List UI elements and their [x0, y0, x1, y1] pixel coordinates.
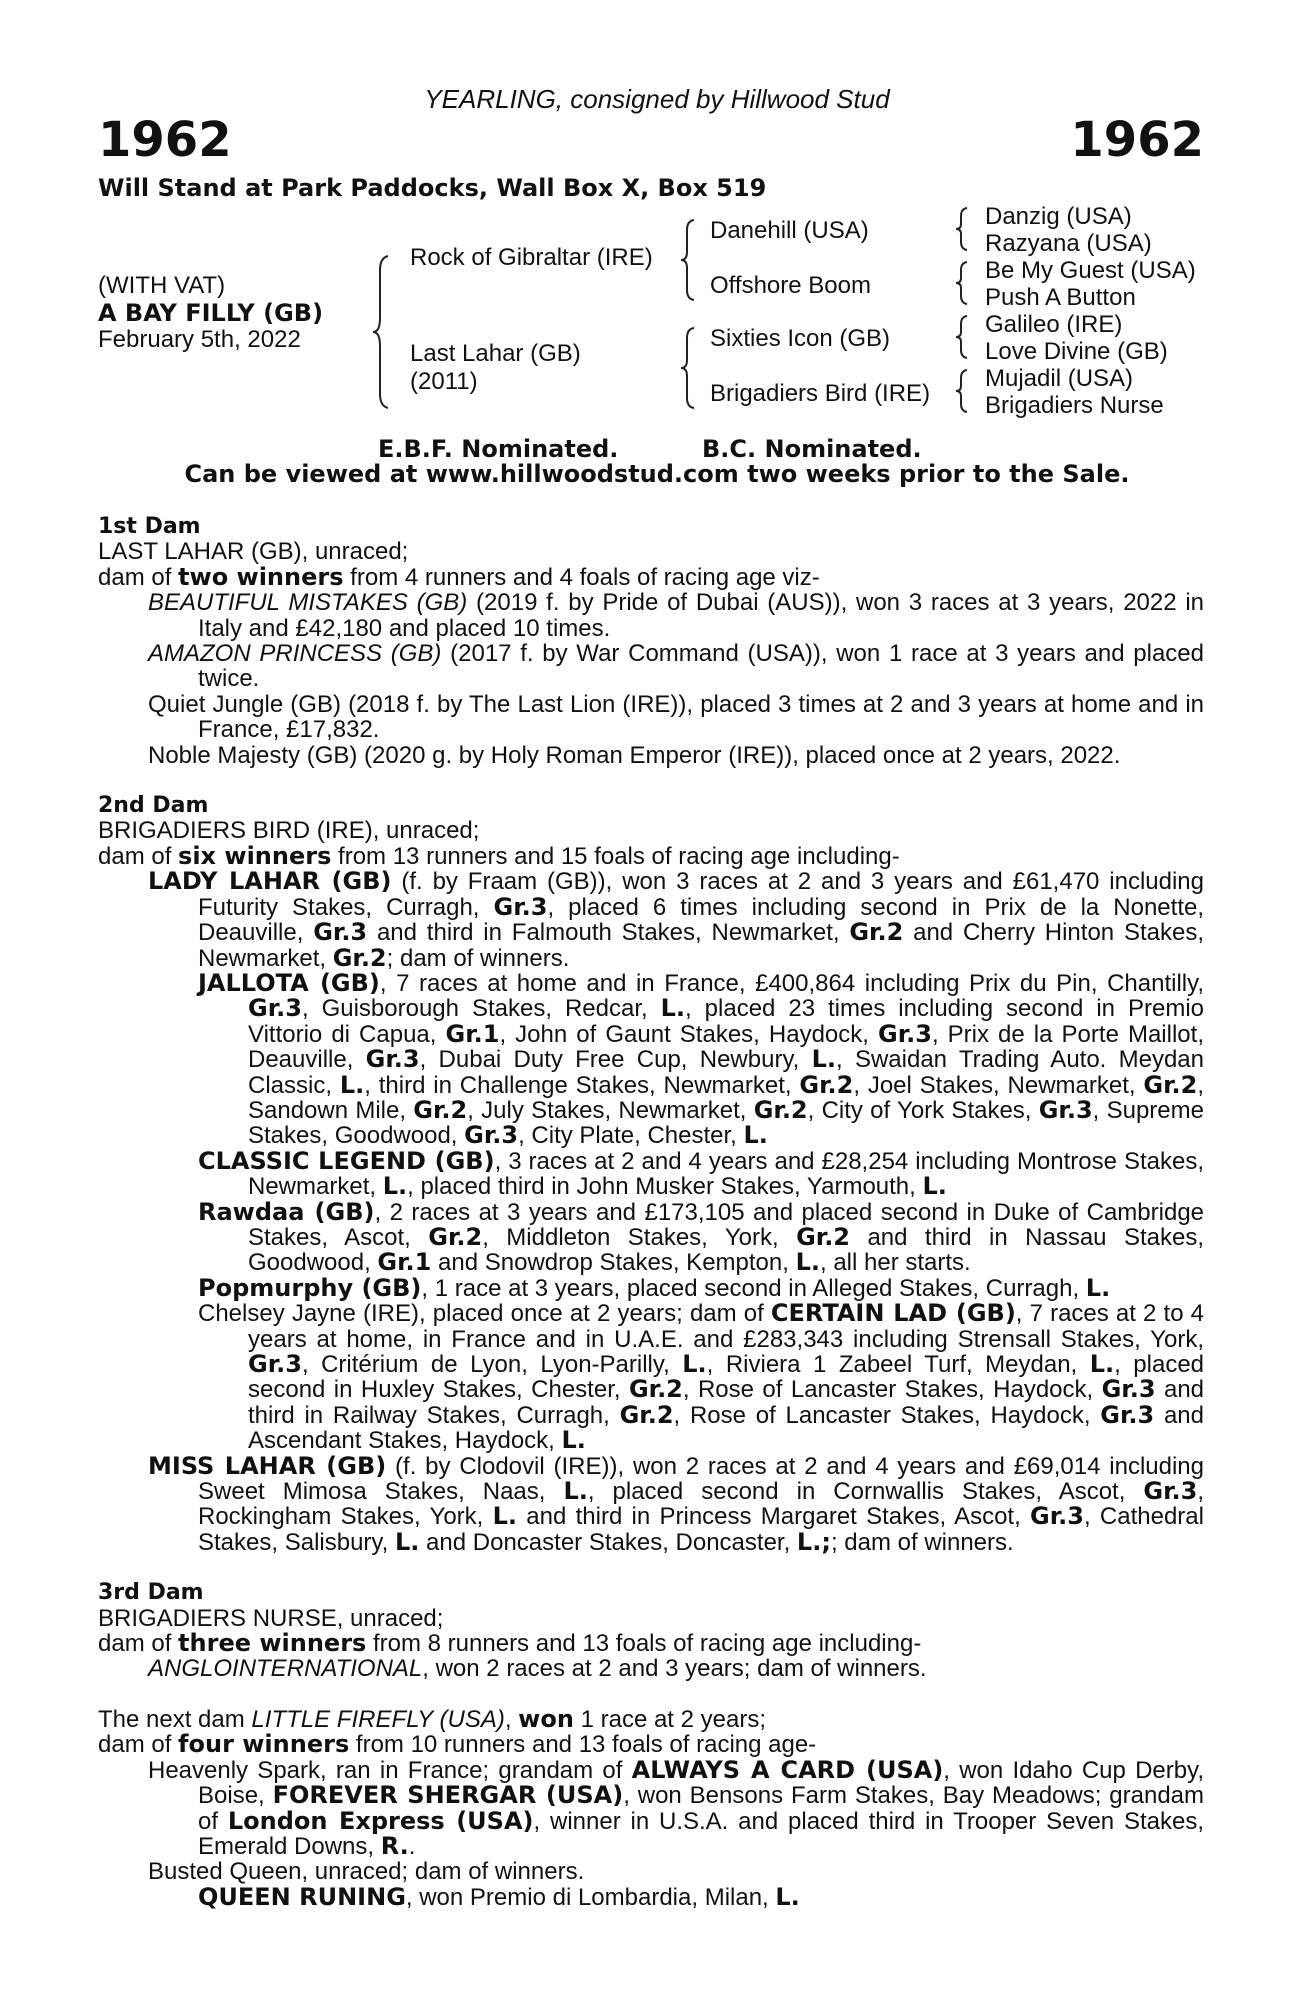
third-dam-produce: dam of three winners from 8 runners and 13 foals of racing age including- [98, 1629, 922, 1658]
first-dam-heading: 1st Dam [98, 514, 201, 539]
stabling-location: Will Stand at Park Paddocks, Wall Box X, Box 519 [98, 174, 767, 202]
dam: Last Lahar (GB) [410, 340, 581, 367]
sire: Rock of Gibraltar (IRE) [410, 244, 653, 271]
second-dam-heading: 2nd Dam [98, 793, 209, 819]
produce-entry: LADY LAHAR (GB) (f. by Fraam (GB)), won 3 races at 2 and 3 years and £61,470 including Futurity Stakes, Curragh, Gr.3, placed 6 times including second in Prix de la Nonette, Deauville, Gr.3 and third in Falmouth Stakes, Newmarket, Gr.2 and Cherry Hinton Stakes, Newmarket, Gr.2; dam of winners. [148, 867, 1205, 972]
grandsire-brace-1 [955, 206, 969, 252]
lot-number-left: 1962 [98, 112, 232, 168]
fourth-dam-produce: dam of four winners from 10 runners and 13 foals of racing age- [98, 1730, 817, 1759]
ancestor-2: Razyana (USA) [985, 230, 1152, 257]
third-dam-heading: 3rd Dam [98, 1580, 204, 1606]
viewing-note: Can be viewed at www.hillwoodstud.com two weeks prior to the Sale. [184, 460, 1130, 488]
ancestor-1: Danzig (USA) [985, 203, 1132, 230]
produce-entry: Heavenly Spark, ran in France; grandam of ALWAYS A CARD (USA), won Idaho Cup Derby, Boise, FOREVER SHERGAR (USA), won Bensons Farm Stakes, Bay Meadows; grandam of London Express (USA), winner in U.S.A. and placed third in Trooper Seven Stakes, Emerald Downs, R.. [148, 1755, 1205, 1860]
ancestor-8: Brigadiers Nurse [985, 392, 1164, 419]
produce-entry: AMAZON PRINCESS (GB) (2017 f. by War Command (USA)), won 1 race at 3 years and placed twice. [148, 640, 1204, 693]
ancestor-6: Love Divine (GB) [985, 338, 1168, 365]
ancestor-4: Push A Button [985, 284, 1136, 311]
ancestor-3: Be My Guest (USA) [985, 257, 1196, 284]
sire-brace [680, 218, 696, 302]
catalogue-page [98, 514, 1204, 1910]
sire-sire: Danehill (USA) [710, 217, 869, 244]
dam-brace [680, 326, 696, 410]
lot-number-right: 1962 [1070, 112, 1204, 168]
ancestor-7: Mujadil (USA) [985, 365, 1134, 392]
ancestor-5: Galileo (IRE) [985, 311, 1123, 338]
second-dam-produce: dam of six winners from 13 runners and 15 foals of racing age including- [98, 841, 900, 870]
produce-entry: Rawdaa (GB), 2 races at 3 years and £173,105 and placed second in Duke of Cambridge Stakes, Ascot, Gr.2, Middleton Stakes, York, Gr.2 and third in Nassau Stakes, Goodwood, Gr.1 and Snowdrop Stakes, Kempton, L., all her starts. [198, 1197, 1205, 1277]
sire-dam: Offshore Boom [710, 272, 871, 299]
third-dam-intro: BRIGADIERS NURSE, unraced; [98, 1604, 444, 1632]
produce-entry: Popmurphy (GB), 1 race at 3 years, placed second in Alleged Stakes, Curragh, L. [198, 1273, 1111, 1302]
catalogue-subtitle: YEARLING, consigned by Hillwood Stud [424, 84, 890, 114]
foaling-date: February 5th, 2022 [98, 326, 301, 353]
produce-entry: BEAUTIFUL MISTAKES (GB) (2019 f. by Pride of Dubai (AUS)), won 3 races at 3 years, 2022 in Italy and £42,180 and placed 10 times. [148, 589, 1204, 642]
first-dam-intro: LAST LAHAR (GB), unraced; [98, 538, 409, 566]
second-dam-intro: BRIGADIERS BIRD (IRE), unraced; [98, 817, 480, 845]
pedigree-brace [372, 254, 392, 410]
produce-entry: Quiet Jungle (GB) (2018 f. by The Last Lion (IRE)), placed 3 times at 2 and 3 years at home and in France, £17,832. [148, 690, 1204, 744]
horse-name: A BAY FILLY (GB) [98, 299, 324, 327]
grandsire-brace-3 [955, 314, 969, 360]
produce-entry: CLASSIC LEGEND (GB), 3 races at 2 and 4 years and £28,254 including Montrose Stakes, Newmarket, L., placed third in John Musker Stakes, Yarmouth, L. [198, 1146, 1204, 1201]
dam-year: (2011) [410, 368, 478, 395]
dam-sire: Sixties Icon (GB) [710, 325, 891, 352]
dam-dam: Brigadiers Bird (IRE) [710, 380, 931, 407]
produce-entry: JALLOTA (GB), 7 races at home and in France, £400,864 including Prix du Pin, Chantilly, Gr.3, Guisborough Stakes, Redcar, L., placed 23 times including second in Premio Vittorio di Capua, Gr.1, John of Gaunt Stakes, Haydock, Gr.3, Prix de la Porte Maillot, Deauville, Gr.3, Dubai Duty Free Cup, Newbury, L., Swaidan Trading Auto. Meydan Classic, L., third in Challenge Stakes, Newmarket, Gr.2, Joel Stakes, Newmarket, Gr.2, Sandown Mile, Gr.2, July Stakes, Newmarket, Gr.2, City of York Stakes, Gr.3, Supreme Stakes, Goodwood, Gr.3, City Plate, Chester, L. [198, 968, 1205, 1150]
produce-entry: Noble Majesty (GB) (2020 g. by Holy Roman Emperor (IRE)), placed once at 2 years, 2022. [148, 741, 1121, 769]
produce-entry: QUEEN RUNING, won Premio di Lombardia, Milan, L. [198, 1882, 800, 1911]
vat-note: (WITH VAT) [98, 272, 226, 299]
produce-entry: MISS LAHAR (GB) (f. by Clodovil (IRE)), won 2 races at 2 and 4 years and £69,014 including Sweet Mimosa Stakes, Naas, L., placed second in Cornwallis Stakes, Ascot, Gr.3, Rockingham Stakes, York, L. and third in Princess Margaret Stakes, Ascot, Gr.3, Cathedral Stakes, Salisbury, L. and Doncaster Stakes, Doncaster, L.;; dam of winners. [148, 1451, 1205, 1556]
bc-nomination: B.C. Nominated. [702, 435, 922, 463]
fourth-dam-intro: The next dam LITTLE FIREFLY (USA), won 1 race at 2 years; [98, 1704, 767, 1733]
produce-entry: ANGLOINTERNATIONAL, won 2 races at 2 and 3 years; dam of winners. [148, 1655, 927, 1683]
ebf-nomination: E.B.F. Nominated. [378, 435, 619, 463]
first-dam-produce: dam of two winners from 4 runners and 4 foals of racing age viz- [98, 562, 820, 591]
grandsire-brace-2 [955, 260, 969, 306]
produce-entry: Chelsey Jayne (IRE), placed once at 2 years; dam of CERTAIN LAD (GB), 7 races at 2 to 4 years at home, in France and in U.A.E. and £283,343 including Strensall Stakes, York, Gr.3, Critérium de Lyon, Lyon-Parilly, L., Riviera 1 Zabeel Turf, Meydan, L., placed second in Huxley Stakes, Chester, Gr.2, Rose of Lancaster Stakes, Haydock, Gr.3 and third in Railway Stakes, Curragh, Gr.2, Rose of Lancaster Stakes, Haydock, Gr.3 and Ascendant Stakes, Haydock, L. [198, 1299, 1205, 1455]
produce-entry: Busted Queen, unraced; dam of winners. [148, 1858, 585, 1886]
grandsire-brace-4 [955, 368, 969, 414]
